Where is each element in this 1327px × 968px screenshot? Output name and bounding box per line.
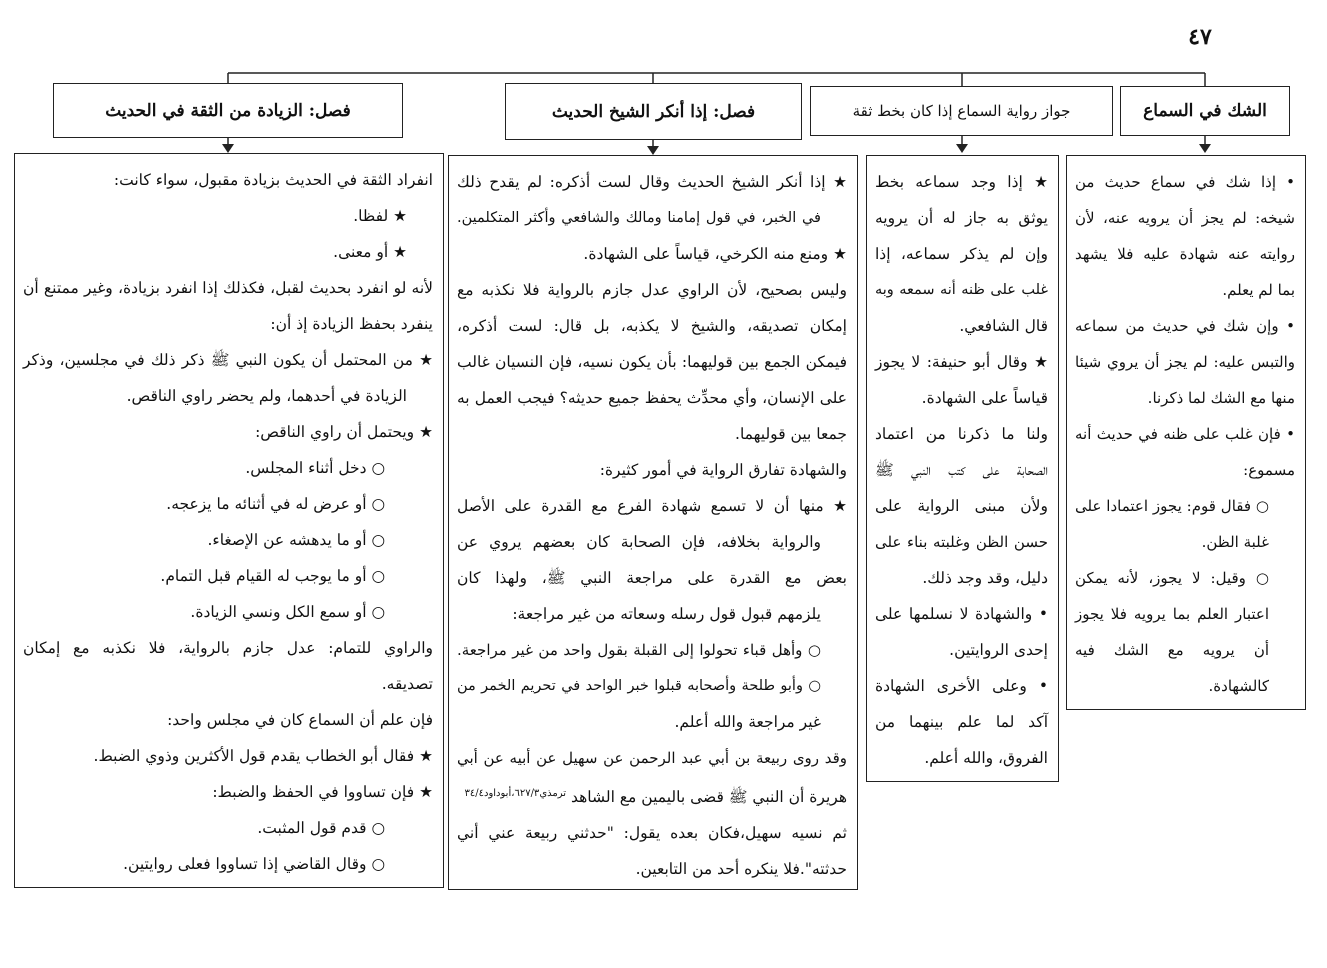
text-line: ★ إذا أنكر الشيخ الحديث وقال لست أذكره: لم يقدح ذلك (457, 173, 847, 191)
text-fragment: هريرة أن النبي ﷺ قضى باليمين مع الشاهد (570, 788, 847, 807)
header-label: فصل: الزيادة من الثقة في الحديث (105, 100, 351, 121)
text-line: مسموع: (1243, 461, 1295, 479)
header-doubt-in-hearing (1120, 86, 1290, 136)
citation-footnote: ترمذي٦٢٧/٣،أبوداود٣٤/٤ (464, 788, 567, 799)
text-line: ★ إذا وجد سماعه بخط (875, 173, 1048, 191)
text-line: ★ فقال أبو الخطاب يقدم قول الأكثرين وذوي الضبط. (93, 747, 433, 765)
text-line: ★ ويحتمل أن راوي الناقص: (255, 423, 433, 441)
text-line: إمكان تصديقه، والشيخ لا يكذبه، بل قال: لست أذكره، (457, 317, 847, 335)
text-line: فإن علم أن السماع كان في مجلس واحد: (167, 711, 433, 729)
text-line: جمعا بين قوليهما. (735, 425, 847, 443)
text-line: ○ وأبو طلحة وأصحابه قبلوا خبر الواحد في تحريم الخمر من (457, 678, 821, 694)
text-line: دليل، وقد وجد ذلك. (922, 569, 1048, 587)
text-line: ★ لفظا. (353, 207, 407, 225)
text-line: ينفرد بحفظ الزيادة إذ أن: (270, 315, 433, 333)
text-line: غلبة الظن. (1201, 533, 1269, 551)
text-line: بما لم يعلم. (1222, 281, 1295, 299)
text-line (457, 776, 847, 815)
page-number: ٤٧ (1188, 24, 1212, 50)
text-line: • وإن شك في حديث من سماعه (1075, 317, 1295, 335)
header-narration-by-trusted-handwriting (810, 86, 1113, 136)
column-sheikh-denies-hadith (448, 155, 858, 890)
text-line: ★ أو معنى. (333, 243, 407, 261)
text-line: ثم نسيه سهيل،فكان بعده يقول: "حدثني ربيعة عني أني (457, 824, 847, 843)
text-line: الصحابة على كتب النبي ﷺ (875, 461, 1048, 479)
text-line: منها مع الشك لما ذكرنا. (1147, 389, 1295, 407)
text-line: إحدى الروايتين. (949, 641, 1048, 659)
text-line: لأنه لو انفرد بحديث لقبل، فكذلك إذا انفرد بزيادة، وغير ممتنع أن (23, 279, 433, 297)
text-line: غلب على ظنه أنه سمعه وبه (875, 282, 1048, 298)
text-line: وقد روى ربيعة بن أبي عبد الرحمن عن سهيل عن أبيه عن أبي (457, 749, 847, 767)
text-line: آكد لما علم بينهما من (875, 713, 1048, 731)
text-line: ★ وقال أبو حنيفة: لا يجوز (875, 353, 1048, 371)
text-line: أن يرويه مع الشك فيه (1075, 641, 1269, 659)
text-line: ○ وأهل قباء تحولوا إلى القبلة بقول واحد من غير مراجعة. (457, 641, 821, 659)
text-line: الزيادة في أحدهما، ولم يحضر راوي الناقص. (126, 387, 407, 405)
text-line: تصديقه. (381, 675, 433, 693)
text-line: قال الشافعي. (959, 317, 1048, 335)
text-line: حدثته".فلا ينكره أحد من التابعين. (635, 860, 847, 879)
text-line: كالشهادة. (1208, 677, 1269, 695)
text-line: روايته عنه شهادة عليه فلا يشهد (1075, 245, 1295, 263)
text-line: ○ أو ما يوجب له القيام قبل التمام. (160, 567, 385, 585)
header-sheikh-denies-hadith (505, 83, 802, 140)
header-label: فصل: إذا أنكر الشيخ الحديث (551, 101, 756, 122)
text-line: والشهادة تفارق الرواية في أمور كثيرة: (599, 461, 847, 479)
text-line: ★ ومنع منه الكرخي، قياساً على الشهادة. (583, 245, 847, 263)
text-line: ○ وقيل: لا يجوز، لأنه يمكن (1075, 569, 1269, 587)
text-line: شيخه: لم يجز أن يرويه عنه، لأن (1075, 209, 1295, 227)
text-line: • والشهادة لا نسلمها على (875, 605, 1048, 623)
text-line: والتبس عليه: لم يجز أن يروي شيئا (1075, 353, 1295, 371)
text-line: الفروق، والله أعلم. (924, 749, 1048, 767)
text-line: بعض مع القدرة على مراجعة النبي ﷺ، ولهذا كان (457, 569, 847, 587)
text-line: قياساً على الشهادة. (921, 389, 1048, 407)
column-doubt-in-hearing (1066, 155, 1306, 710)
text-line: اعتبار العلم بما يرويه فلا يجوز (1075, 605, 1269, 623)
text-line: • وعلى الأخرى الشهادة (875, 677, 1048, 695)
text-line: غير مراجعة والله أعلم. (674, 713, 821, 731)
text-line: والرواية بخلافه، فإن الصحابة كان بعضهم يروي عن (457, 533, 821, 551)
text-line: ○ فقال قوم: يجوز اعتمادا على (1075, 497, 1269, 515)
text-line: وليس بصحيح، لأن الراوي عدل جازم بالرواية فلا نكذبه مع (457, 281, 847, 299)
text-line: • فإن غلب على ظنه في حديث أنه (1075, 425, 1295, 443)
text-line: وإن لم يذكر سماعه، إذا (875, 245, 1048, 263)
text-line: ○ قدم قول المثبت. (257, 819, 385, 837)
text-line: ○ أو ما يدهشه عن الإصغاء. (207, 531, 385, 549)
text-line: • إذا شك في سماع حديث من (1075, 173, 1295, 191)
text-line: حسن الظن وغلبته بناء على (875, 533, 1048, 551)
text-line: انفراد الثقة في الحديث بزيادة مقبول، سواء كانت: (113, 171, 433, 189)
text-line: ولأن مبنى الرواية على (875, 497, 1048, 515)
text-line: ★ فإن تساووا في الحفظ والضبط: (212, 783, 433, 801)
text-line: ولنا ما ذكرنا من اعتماد (875, 425, 1048, 443)
text-line: ○ دخل أثناء المجلس. (245, 459, 385, 477)
text-line: ○ وقال القاضي إذا تساووا فعلى روايتين. (123, 855, 385, 873)
header-trustworthy-addition (53, 83, 403, 138)
text-line: ○ أو سمع الكل ونسي الزيادة. (190, 603, 385, 621)
text-line: فيمكن الجمع بين قوليهما: بأن يكون نسيه، فإن النسيان غالب (457, 353, 847, 371)
column-trustworthy-addition (14, 153, 444, 888)
column-trusted-handwriting (866, 155, 1059, 782)
text-line: يلزمهم قبول قول رسله وسعاته من غير مراجعة: (512, 605, 821, 623)
text-line: ★ منها أن لا تسمع شهادة الفرع مع القدرة على الأصل (457, 497, 847, 515)
text-line: ○ أو عرض له في أثنائه ما يزعجه. (166, 495, 385, 513)
header-label: الشك في السماع (1143, 101, 1267, 121)
text-line: في الخبر، في قول إمامنا ومالك والشافعي وأكثر المتكلمين. (457, 210, 821, 226)
text-line: على الإنسان، وأي محدِّث يحفظ جميع حديثه؟ فيجب العمل به (457, 389, 847, 407)
header-label: جواز رواية السماع إذا كان بخط ثقة (852, 102, 1071, 120)
text-line: والراوي للتمام: عدل جازم بالرواية، فلا نكذبه مع إمكان (23, 639, 433, 657)
text-line: ★ من المحتمل أن يكون النبي ﷺ ذكر ذلك في مجلسين، وذكر (23, 351, 433, 369)
text-line: يوثق به جاز له أن يرويه (875, 209, 1048, 227)
